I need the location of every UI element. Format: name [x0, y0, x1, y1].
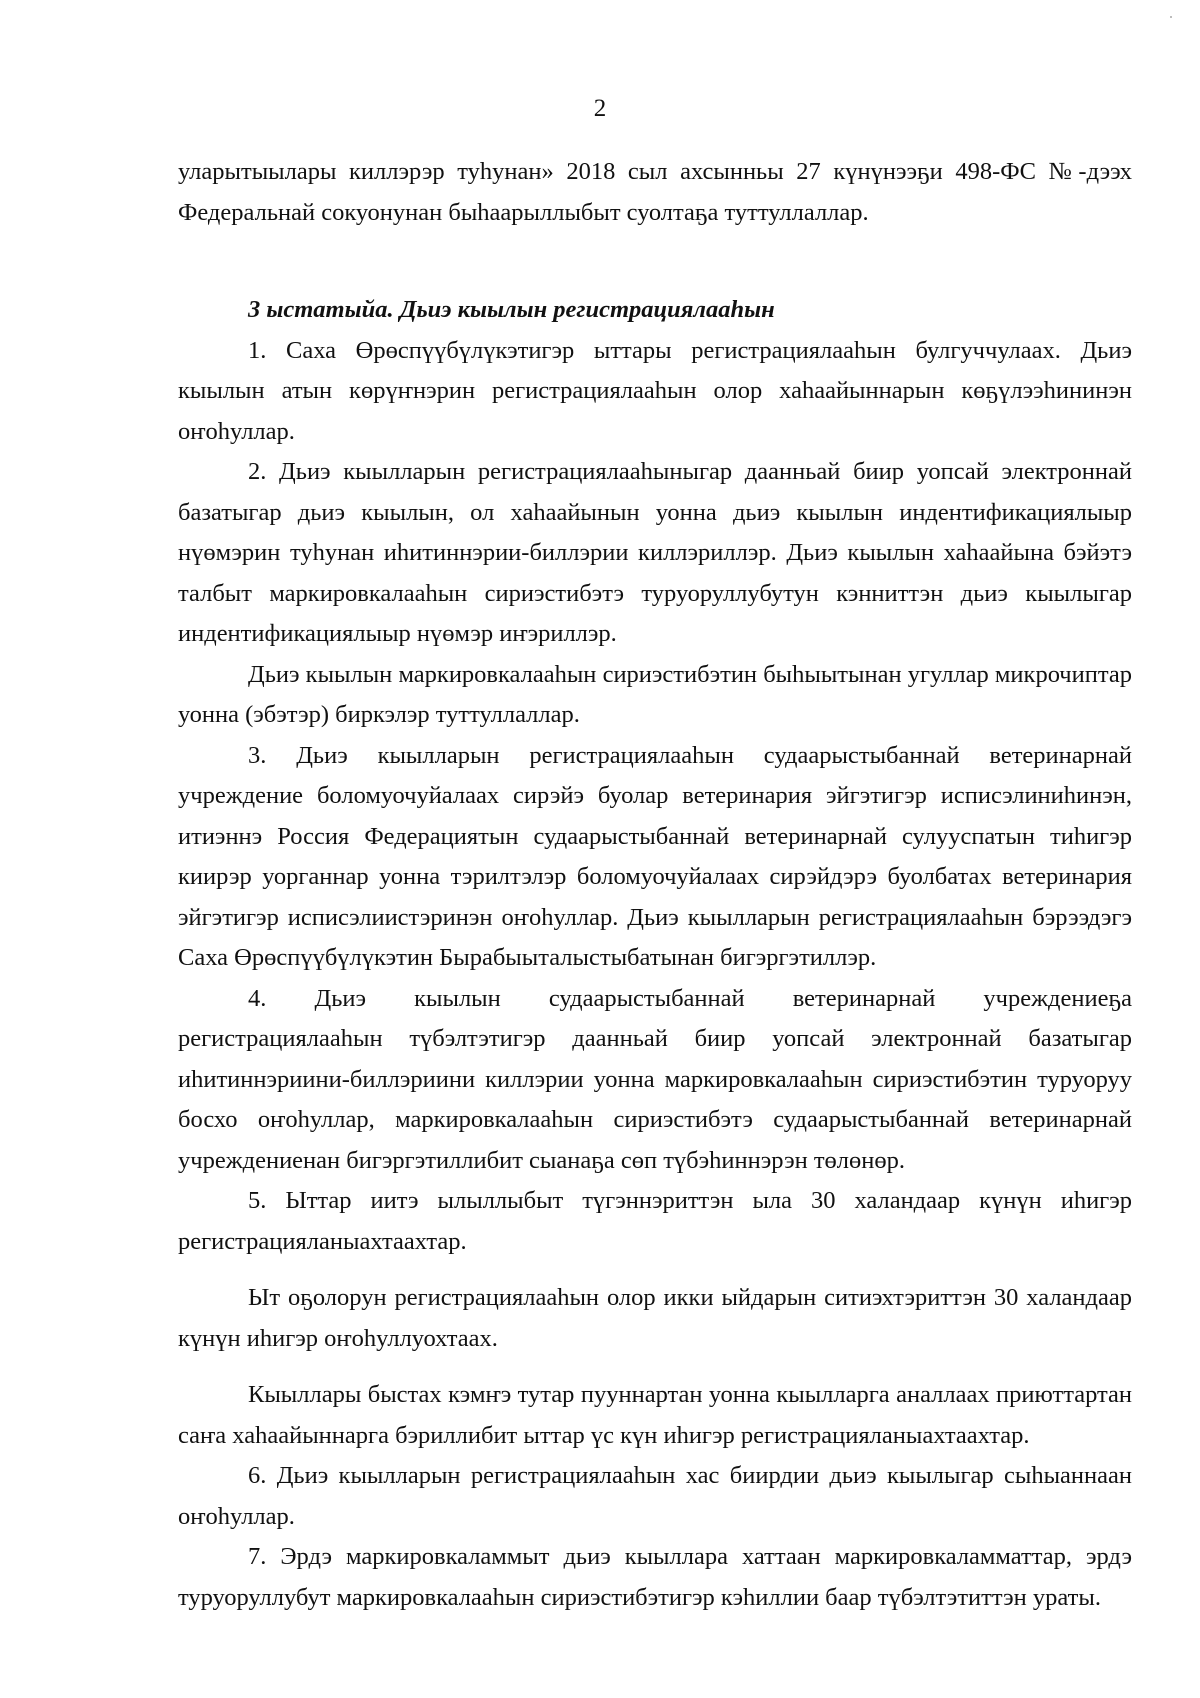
- paragraph-4: 4. Дьиэ кыылын судаарыстыбаннай ветеринарнай учреждениеҕа регистрациялааһын түбэлтэтигэр даанньай биир уопсай электроннай базатыгар иһитиннэриини-биллэриини киллэрии уонна маркировкалааһын сириэстибэтин туруоруу босхо оҥоһуллар, маркировкалааһын сириэстибэтэ судаарыстыбаннай ветеринарнай учреждениенан бигэргэтиллибит сыанаҕа сөп түбэһиннэрэн төлөнөр.: [178, 984, 1132, 1174]
- paragraph-2: 2. Дьиэ кыылларын регистрациялааһыныгар даанньай биир уопсай электроннай базатыгар дьиэ кыылын, ол хаһаайынын уонна дьиэ кыылын индентификациялыыр нүөмэрин туһунан иһитиннэрии-биллэрии киллэриллэр. Дьиэ кыылын хаһаайына бэйэтэ талбыт маркировкалааһын сириэстибэтэ туруоруллубутун кэнниттэн дьиэ кыылыгар индентификациялыыр нүөмэр иҥэриллэр.: [178, 458, 1132, 647]
- intro-continuation: уларытыылары киллэрэр туһунан» 2018 сыл ахсынньы 27 күнүнээҕи 498-ФС №-дээх Федеральнай сокуонунан быһаарыллыбыт суолтаҕа туттуллаллар.: [178, 158, 1132, 226]
- scan-artifact: [1170, 16, 1172, 18]
- document-body: [178, 152, 1132, 1618]
- paragraph-1: 1. Саха Өрөспүүбүлүкэтигэр ыттары регистрациялааһын булгуччулаах. Дьиэ кыылын атын көрүҥнэрин регистрациялааһын олор хаһаайыннарын көҕүлээһининэн оҥоһуллар.: [178, 336, 1132, 445]
- paragraph-7: 7. Эрдэ маркировкаламмыт дьиэ кыыллара хаттаан маркировкаламматтар, эрдэ туруоруллубут маркировкалааһын сириэстибэтигэр кэһиллии баар түбэлтэтиттэн ураты.: [178, 1543, 1132, 1611]
- paragraph-5-shelters: Кыыллары быстах кэмҥэ тутар пууннартан уонна кыылларга аналлаах приюттартан саҥа хаһаайыннарга бэриллибит ыттар үс күн иһигэр регистрацияланыахтаахтар.: [178, 1381, 1132, 1449]
- paragraph-6: 6. Дьиэ кыылларын регистрациялааһын хас биирдии дьиэ кыылыгар сыһыаннаан оҥоһуллар.: [178, 1462, 1132, 1530]
- paragraph-5-puppies: Ыт оҕолорун регистрациялааһын олор икки ыйдарын ситиэхтэриттэн 30 халандаар күнүн иһигэр оҥоһуллуохтаах.: [178, 1284, 1132, 1352]
- paragraph-3: 3. Дьиэ кыылларын регистрациялааһын судаарыстыбаннай ветеринарнай учреждение боломуочуйалаах сирэйэ буолар ветеринария эйгэтигэр исписэлиниһинэн, итиэннэ Россия Федерациятын судаарыстыбаннай ветеринарнай сулууспатын тиһигэр киирэр уорганнар уонна тэрилтэлэр боломуочуйалаах сирэйдэрэ буолбатах ветеринария эйгэтигэр исписэлиистэринэн оҥоһуллар. Дьиэ кыылларын регистрациялааһын бэрээдэгэ Саха Өрөспүүбүлүкэтин Бырабыыталыстыбатынан бигэргэтиллэр.: [178, 741, 1132, 971]
- article-heading: 3 ыстатыйа. Дьиэ кыылын регистрациялааһын: [248, 296, 775, 323]
- page-number: 2: [593, 95, 607, 122]
- paragraph-5: 5. Ыттар иитэ ылыллыбыт түгэннэриттэн ыла 30 халандаар күнүн иһигэр регистрацияланыахтаахтар.: [178, 1187, 1132, 1255]
- paragraph-2-continued: Дьиэ кыылын маркировкалааһын сириэстибэтин быһыытынан угуллар микрочиптар уонна (эбэтэр) биркэлэр туттуллаллар.: [178, 660, 1132, 728]
